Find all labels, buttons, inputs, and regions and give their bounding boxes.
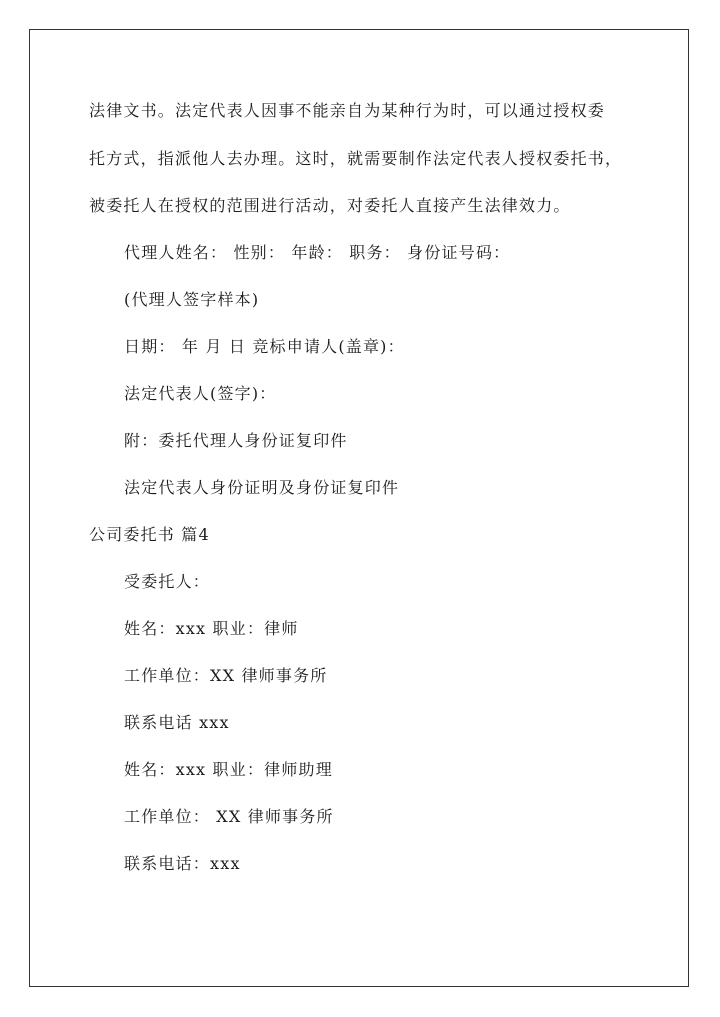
person1-workplace: 工作单位：XX 律师事务所: [124, 666, 328, 685]
section-heading: 公司委托书 篇4: [89, 525, 210, 544]
attachment-line-1: 附：委托代理人身份证复印件: [124, 431, 348, 450]
agent-info-line: 代理人姓名： 性别： 年龄： 职务： 身份证号码：: [124, 243, 511, 262]
body-paragraph-line-3: 被委托人在授权的范围进行活动，对委托人直接产生法律效力。: [89, 196, 571, 215]
person2-name-job: 姓名：xxx 职业：律师助理: [124, 760, 333, 779]
attachment-line-2: 法定代表人身份证明及身份证复印件: [124, 478, 400, 497]
date-applicant-line: 日期： 年 月 日 竞标申请人(盖章)：: [124, 337, 405, 356]
trustee-label: 受委托人：: [124, 572, 211, 591]
person2-phone: 联系电话：xxx: [124, 854, 241, 873]
body-paragraph-line-2: 托方式，指派他人去办理。这时，就需要制作法定代表人授权委托书，: [89, 149, 623, 168]
person2-workplace: 工作单位： XX 律师事务所: [124, 807, 334, 826]
person1-name-job: 姓名：xxx 职业：律师: [124, 619, 299, 638]
agent-signature-sample: (代理人签字样本): [124, 290, 260, 309]
person1-phone: 联系电话 xxx: [124, 713, 230, 732]
page-border: [29, 29, 689, 987]
body-paragraph-line-1: 法律文书。法定代表人因事不能亲自为某种行为时，可以通过授权委: [89, 101, 606, 120]
legal-rep-signature-line: 法定代表人(签字)：: [124, 384, 277, 403]
